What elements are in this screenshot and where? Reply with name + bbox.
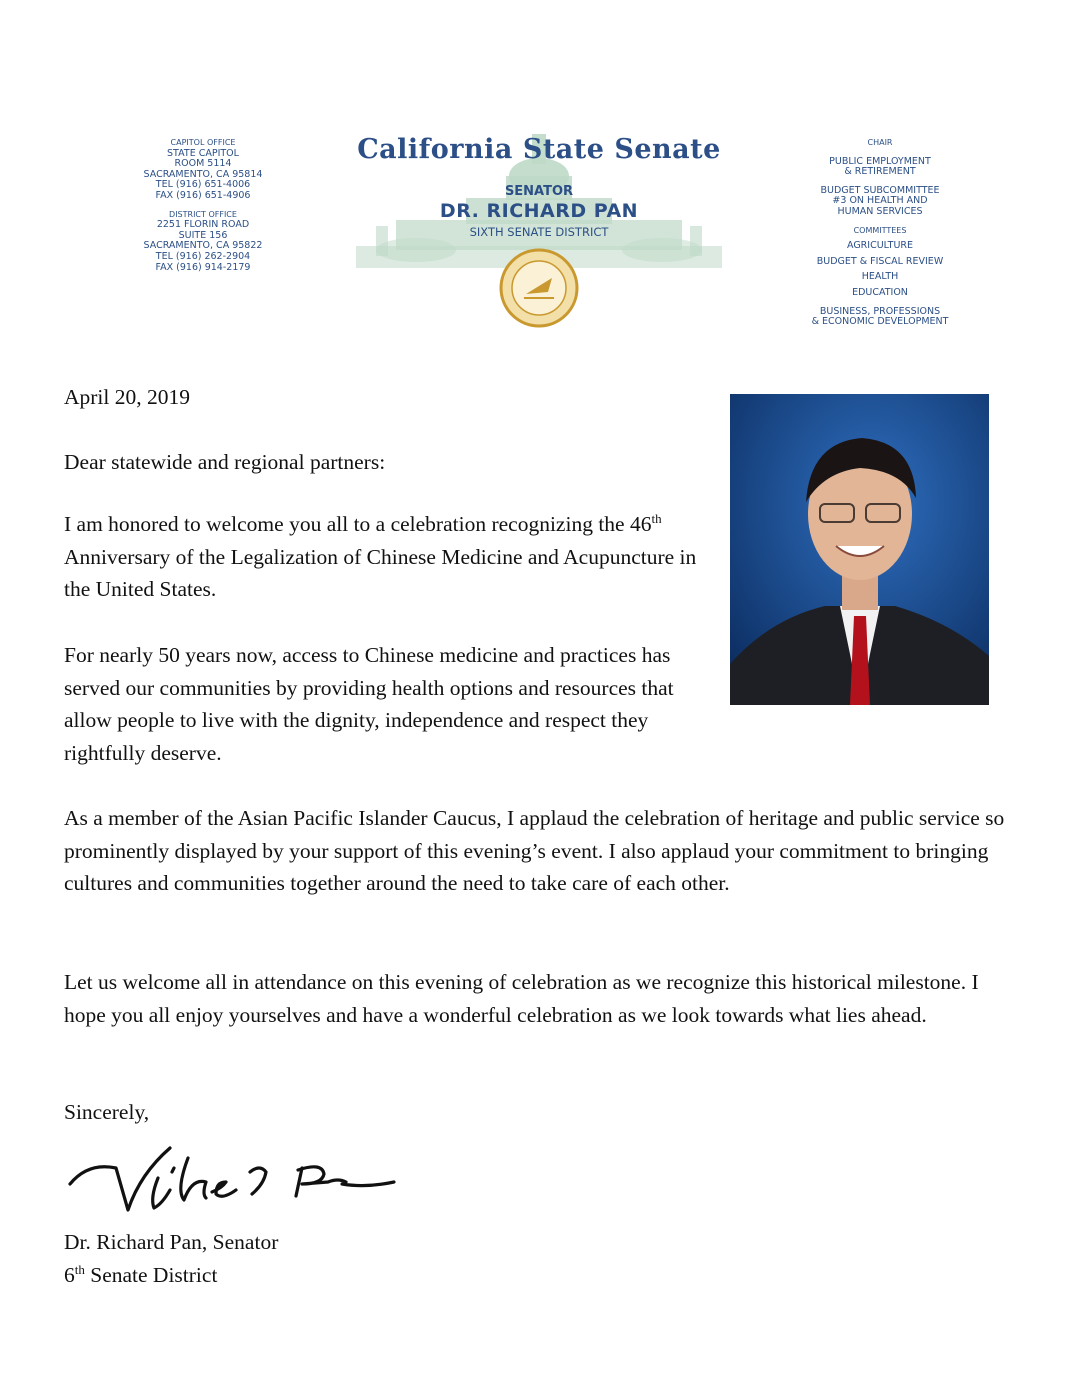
capitol-office-line: FAX (916) 651-4906 <box>155 189 251 201</box>
handwritten-signature <box>66 1138 398 1220</box>
committee-list <box>790 138 970 336</box>
chair-committee-line: & RETIREMENT <box>844 166 916 178</box>
ordinal-suffix: th <box>651 511 662 526</box>
business-committee-line: BUSINESS, PROFESSIONS <box>819 305 941 317</box>
senator-label: SENATOR <box>504 184 574 199</box>
paragraph-1 <box>64 508 714 606</box>
capitol-office-block <box>128 138 278 202</box>
budget-subcommittee-line: BUDGET SUBCOMMITTEE <box>820 184 940 196</box>
capitol-office-line: SACRAMENTO, CA 95814 <box>143 168 263 180</box>
paragraph-1-text: I am honored to welcome you all to a celebration recognizing the 46 <box>64 512 652 536</box>
salutation: Dear statewide and regional partners: <box>64 450 386 474</box>
chair-committee-block <box>790 157 970 178</box>
senator-name: DR. RICHARD PAN <box>439 200 639 222</box>
capitol-office-line: TEL (916) 651-4006 <box>155 179 251 191</box>
paragraph-1-text-cont: Anniversary of the Legalization of Chinese Medicine and Acupuncture in the United States. <box>64 544 697 601</box>
committees-block <box>790 226 970 299</box>
district-office-block <box>128 210 278 274</box>
senator-portrait-photo <box>730 394 989 705</box>
signer-district <box>64 1259 217 1292</box>
business-committee-block <box>790 307 970 328</box>
senate-seal-icon <box>501 250 577 326</box>
district-office-line: SUITE 156 <box>178 229 228 241</box>
budget-subcommittee-line: #3 ON HEALTH AND <box>832 195 928 207</box>
senate-title: California State Senate <box>357 134 721 165</box>
district-text: Senate District <box>84 1263 218 1287</box>
signer-name: Dr. Richard Pan, Senator <box>64 1230 279 1254</box>
chair-block <box>790 138 970 149</box>
district-office-line: FAX (916) 914-2179 <box>155 261 251 273</box>
district-office-line: SACRAMENTO, CA 95822 <box>143 240 263 252</box>
budget-subcommittee-line: HUMAN SERVICES <box>837 205 923 217</box>
district-office-line: 2251 FLORIN ROAD <box>156 219 250 231</box>
chair-committee-line: PUBLIC EMPLOYMENT <box>829 155 931 167</box>
capitol-office-line: ROOM 5114 <box>174 158 232 170</box>
letter-date: April 20, 2019 <box>64 385 191 409</box>
committees-heading: COMMITTEES <box>853 225 907 235</box>
chair-heading: CHAIR <box>867 138 893 147</box>
senate-masthead <box>356 128 722 328</box>
district-office-heading: DISTRICT OFFICE <box>169 209 237 219</box>
district-number: 6 <box>64 1263 75 1287</box>
ordinal-suffix: th <box>74 1262 85 1277</box>
capitol-office-line: STATE CAPITOL <box>167 147 239 159</box>
closing: Sincerely, <box>64 1100 150 1124</box>
paragraph-3: As a member of the Asian Pacific Islander Caucus, I applaud the celebration of heritage and public service so prominently displayed by your support of this evening’s event. I also applaud your commitment to bringing cultures and communities together around the need to take care of each other. <box>64 806 1005 895</box>
business-committee-line: & ECONOMIC DEVELOPMENT <box>811 316 949 328</box>
capitol-and-district-offices <box>128 138 278 281</box>
committee-item: BUDGET & FISCAL REVIEW <box>816 255 944 267</box>
capitol-office-heading: CAPITOL OFFICE <box>170 138 236 147</box>
paragraph-4: Let us welcome all in attendance on this evening of celebration as we recognize this historical milestone. I hope you all enjoy yourselves and have a wonderful celebration as we look towards what lies ahead. <box>64 970 979 1027</box>
committee-item: HEALTH <box>861 271 899 283</box>
district-office-line: TEL (916) 262-2904 <box>155 250 251 262</box>
district-label: SIXTH SENATE DISTRICT <box>469 225 609 239</box>
budget-subcommittee-block <box>790 186 970 218</box>
committee-item: EDUCATION <box>852 286 908 298</box>
committee-item: AGRICULTURE <box>846 240 914 252</box>
paragraph-2: For nearly 50 years now, access to Chinese medicine and practices has served our communities by providing health options and resources that allow people to live with the dignity, independence and respect they rightfully deserve. <box>64 643 674 765</box>
